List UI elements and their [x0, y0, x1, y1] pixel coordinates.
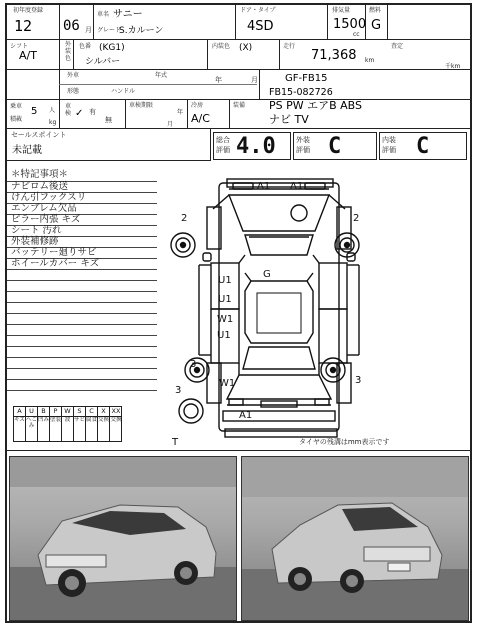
- cc-unit: cc: [353, 31, 360, 38]
- equipment-line2: ナビ TV: [269, 113, 309, 126]
- note-item: ピラー内張 キズ: [11, 214, 81, 225]
- overall-grade-label2: 評価: [216, 146, 230, 154]
- month-unit-r3: 月: [251, 76, 258, 84]
- interior-color: (X): [239, 43, 253, 53]
- mileage-km-unit: km: [365, 57, 375, 64]
- interior-grade-box: [379, 132, 467, 160]
- rear-floor-bar: [225, 429, 337, 437]
- note-item: 外装補修跡: [11, 236, 59, 247]
- damage-mark: A1: [290, 181, 304, 192]
- record-label: 査定: [391, 43, 404, 50]
- color-code-label: 色番: [79, 43, 92, 50]
- sales-point-box: [7, 129, 211, 161]
- displacement-value: 1500: [333, 17, 367, 32]
- damage-mark: 2: [353, 213, 360, 224]
- fuel-label: 燃料: [369, 7, 382, 14]
- mission-label: シフト: [10, 43, 29, 50]
- exterior-grade-label2: 評価: [296, 146, 310, 154]
- legend-code: B: [38, 407, 49, 417]
- damage-mark: A1: [257, 181, 271, 192]
- capacity-value: 5: [31, 106, 38, 117]
- legend-desc: 凹み: [38, 417, 50, 423]
- legend-desc: サビ: [74, 417, 86, 423]
- damage-mark: U1: [218, 275, 232, 286]
- year-unit: 年: [215, 76, 222, 84]
- auction-sheet: [5, 3, 472, 623]
- damage-mark: T: [172, 437, 179, 448]
- first-reg-month: 06: [63, 18, 80, 34]
- interior-color-label: 内装色: [212, 43, 231, 50]
- headlight-left: [233, 183, 253, 189]
- exterior-grade-label: 外装: [296, 136, 310, 144]
- interior-grade-label: 内装: [382, 136, 396, 144]
- legend-desc: キズ: [14, 417, 25, 423]
- damage-mark: 3: [190, 359, 197, 370]
- equipment-line1: PS PW エアB ABS: [269, 99, 363, 112]
- damage-mark: 3: [355, 375, 362, 386]
- legend-desc: 波: [64, 417, 71, 423]
- inspection-no: 無: [105, 116, 112, 124]
- exterior-grade-value: C: [328, 134, 342, 159]
- damage-mark: U1: [218, 294, 232, 305]
- first-reg-label: 初年度登録: [13, 7, 44, 14]
- inspection-year-unit: 年: [177, 109, 184, 116]
- inspection-expiry-label: 車検期限: [129, 102, 154, 109]
- overall-grade-value: 4.0: [236, 134, 276, 159]
- model-label: 車名: [97, 11, 110, 18]
- car-rear-image: [242, 457, 469, 621]
- mileage-label: 走行: [283, 43, 296, 50]
- chassis-number: FB15-082726: [269, 87, 333, 98]
- hood: [229, 195, 329, 231]
- legend-desc: へこみ: [26, 417, 38, 429]
- left-mirror: [203, 253, 211, 261]
- first-reg-year: 12: [14, 17, 33, 35]
- grade-label: グレード: [97, 27, 122, 34]
- legend-code: C: [86, 407, 97, 417]
- ac-label: 冷房: [191, 102, 204, 109]
- front-door-right: [319, 263, 347, 309]
- mileage-value: 71,368: [311, 48, 357, 63]
- windshield: [245, 235, 313, 255]
- damage-mark: W1: [219, 378, 236, 389]
- damage-legend: [13, 406, 122, 442]
- note-item: シート 汚れ: [11, 225, 62, 236]
- inspection-check-mark: ✓: [75, 108, 84, 119]
- damage-mark: 3: [175, 385, 182, 396]
- model-name: サニー: [113, 9, 143, 20]
- roof: [245, 281, 313, 343]
- legend-code: S: [74, 407, 85, 417]
- interior-grade-value: C: [416, 134, 430, 159]
- capacity-unit: 人: [49, 107, 56, 114]
- equipment-label: 装備: [233, 102, 246, 109]
- notes-title: ＊特記事項＊: [11, 169, 69, 180]
- color-name: シルバー: [85, 57, 121, 67]
- car-front-photo: [9, 456, 237, 621]
- sales-point-label: セールスポイント: [11, 131, 67, 139]
- inspection-month-unit: 月: [167, 121, 174, 128]
- trunk: [227, 375, 331, 399]
- legend-code: A: [14, 407, 25, 417]
- foreign-car-label: 外車: [67, 72, 80, 79]
- legend-desc: 塗装: [50, 417, 62, 423]
- fog-lamp: [291, 205, 307, 221]
- displacement-label: 排気量: [332, 7, 351, 14]
- ac-value: A/C: [191, 112, 210, 125]
- spare-tire: [179, 399, 203, 423]
- legend-code: U: [26, 407, 37, 417]
- damage-mark: A1: [239, 410, 253, 421]
- legend-code: W: [62, 407, 73, 417]
- note-item: エンブレム欠品: [11, 203, 77, 214]
- capacity-label: 乗車: [10, 103, 23, 110]
- mission-value: A/T: [19, 49, 37, 62]
- note-item: ホイールカバー キズ: [11, 258, 100, 269]
- inspection-yes: 有: [89, 108, 96, 116]
- notes-section: [7, 163, 167, 403]
- legend-code: XX: [111, 407, 121, 415]
- chassis-model: GF-FB15: [285, 73, 328, 84]
- legend-code: X: [98, 407, 109, 417]
- legend-desc: 腐食: [86, 417, 98, 423]
- year-label: 年式: [155, 72, 168, 79]
- damage-mark: W1: [217, 314, 234, 325]
- handle-label: ハンドル: [111, 88, 136, 95]
- interior-grade-label2: 評価: [382, 146, 396, 154]
- legend-code: P: [50, 407, 61, 417]
- inspection-check-label: 車検: [65, 103, 72, 117]
- legend-desc: 交換: [98, 417, 110, 423]
- rear-door-right: [319, 309, 347, 363]
- fuel-value: G: [371, 18, 382, 33]
- month-unit: 月: [85, 26, 92, 34]
- damage-mark: G: [263, 269, 271, 280]
- load-label: 積載: [10, 116, 23, 123]
- note-item: バッテリー廻りサビ: [11, 247, 97, 258]
- color-code: (KG1): [99, 43, 125, 53]
- damage-mark: 2: [181, 213, 188, 224]
- legend-desc: 交換: [110, 417, 122, 423]
- tire-tread-note: タイヤの残溝はmm表示です: [299, 438, 390, 446]
- doors-value: 4SD: [247, 19, 274, 34]
- damage-mark: U1: [217, 330, 231, 341]
- shape-label: 形態: [67, 88, 80, 95]
- grade-name: S.カルーン: [119, 26, 164, 36]
- sales-point-value: 未記載: [12, 145, 42, 156]
- exterior-grade-box: [293, 132, 377, 160]
- car-front-image: [10, 457, 237, 621]
- note-item: ナビロム後送: [11, 181, 69, 192]
- mileage-thousand-km: 千km: [445, 63, 461, 70]
- car-damage-diagram: [167, 165, 467, 450]
- car-rear-photo: [241, 456, 469, 621]
- load-unit: kg: [49, 119, 57, 126]
- overall-grade-box: [213, 132, 291, 160]
- headlight-right: [305, 183, 325, 189]
- car-body-outline: [219, 183, 339, 431]
- note-item: けん引フックスリ: [11, 192, 87, 203]
- exterior-color-label: 外装色: [65, 41, 72, 62]
- rear-window: [243, 347, 315, 369]
- doors-label: ドア・タイプ: [240, 7, 276, 14]
- overall-grade-label: 総合: [216, 136, 230, 144]
